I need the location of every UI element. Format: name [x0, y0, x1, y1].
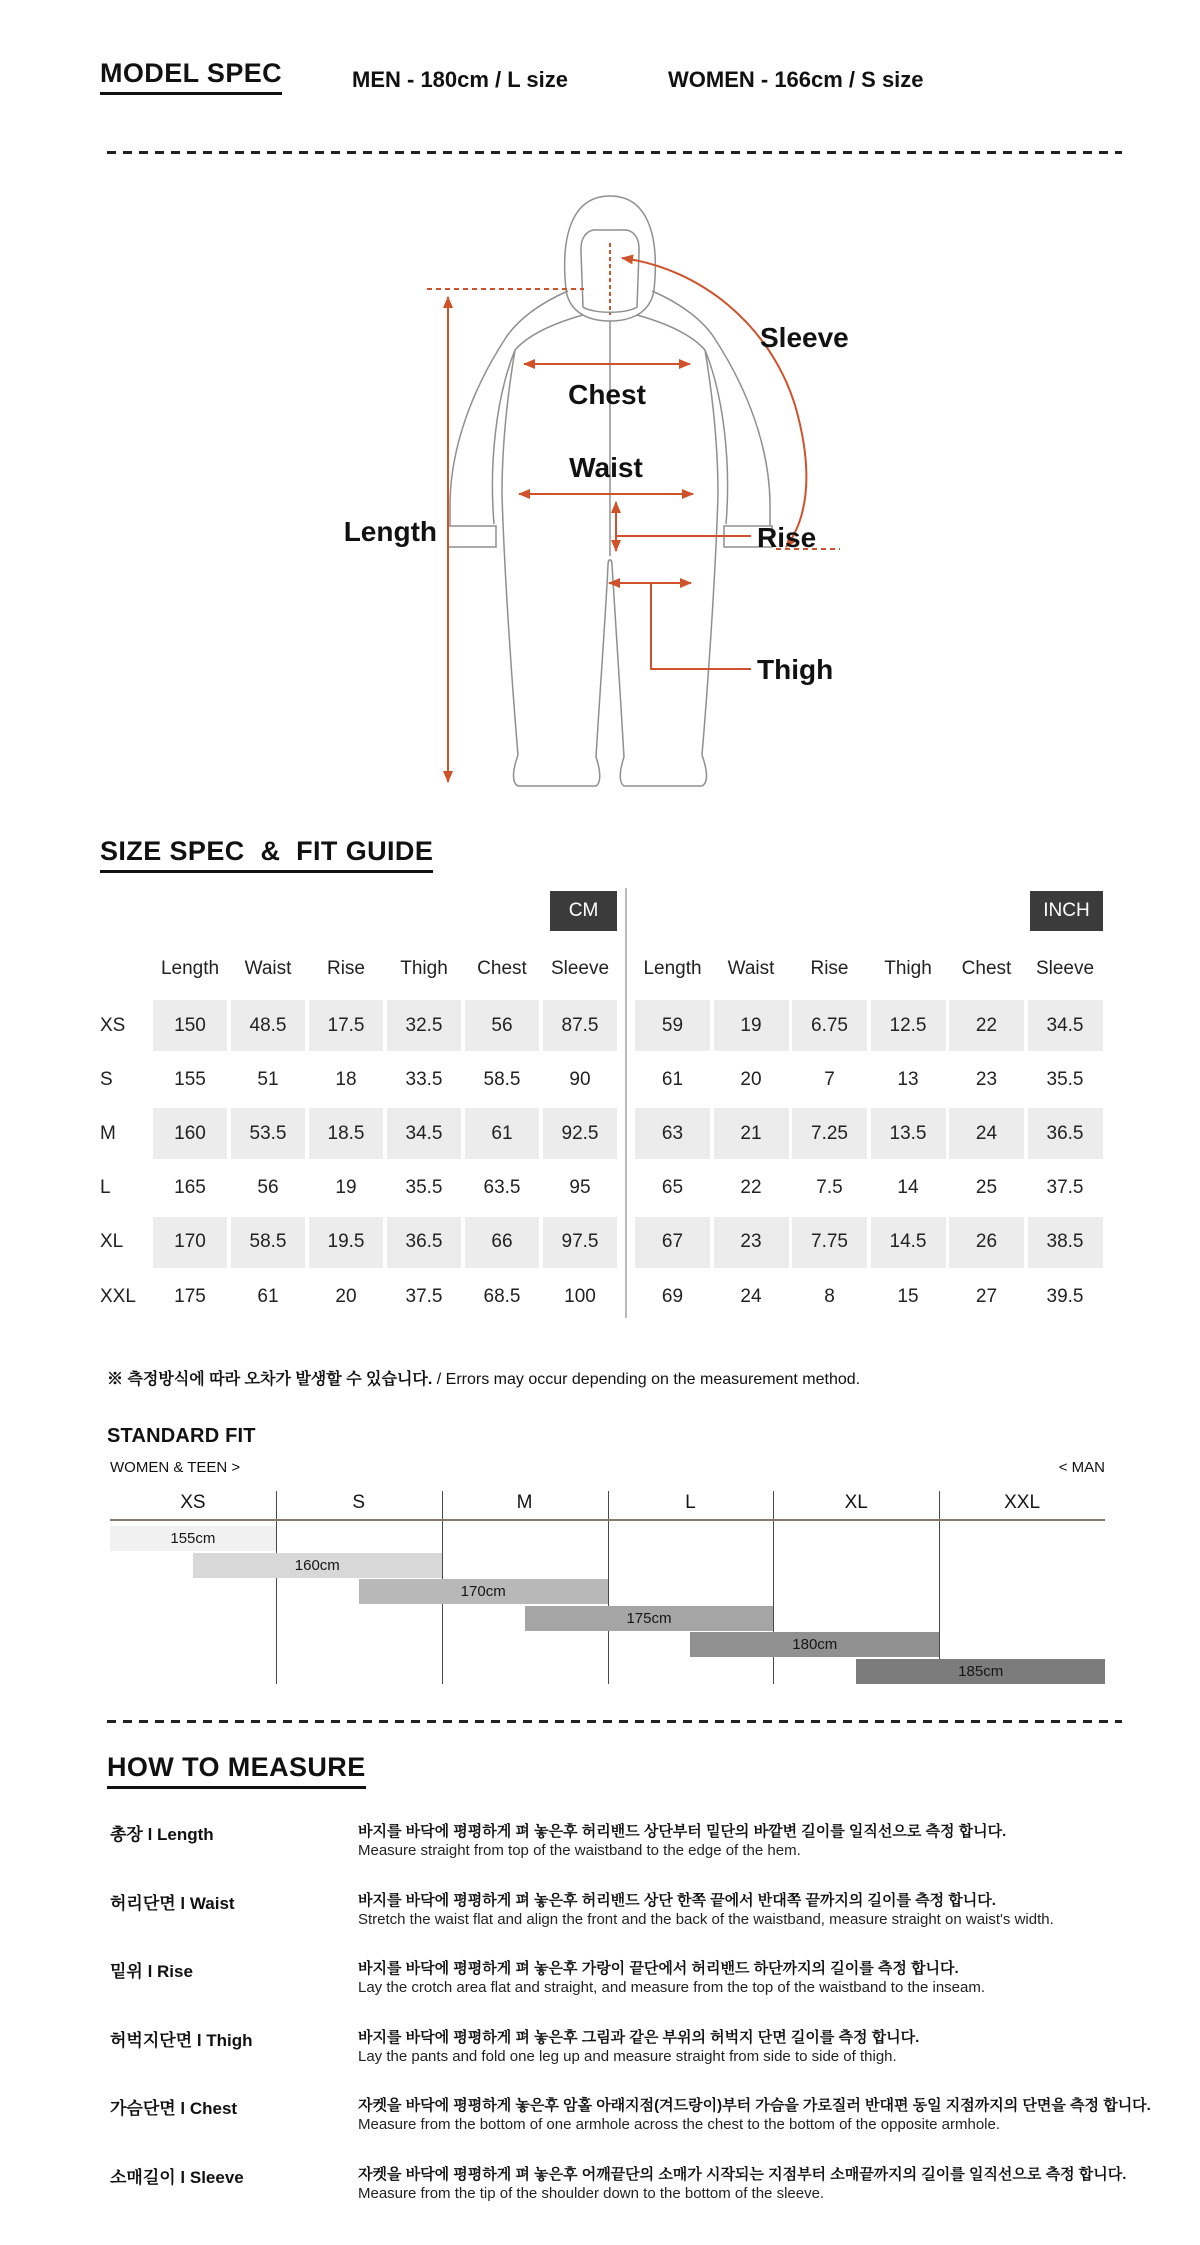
- table-row: [100, 1000, 621, 1051]
- size-cell-xxl-waist: 61: [257, 1285, 279, 1307]
- fit-category-s: S: [352, 1492, 366, 1513]
- size-cell-l-waist: 56: [257, 1177, 279, 1199]
- size-cell-xl-chest: 26: [949, 1217, 1024, 1268]
- measure-desc-ko-1: 바지를 바닥에 평평하게 펴 놓은후 허리밴드 상단 한쪽 끝에서 반대쪽 끝까지의 길이를 측정 합니다.: [358, 1891, 996, 1909]
- size-cell-l-thigh: 14: [897, 1177, 919, 1199]
- measure-desc-ko-5: 자켓을 바닥에 평평하게 펴 놓은후 어깨끝단의 소매가 시작되는 지점부터 소매끝까지의 길이를 일직선으로 측정 합니다.: [358, 2165, 1127, 2183]
- jumpsuit-outline-icon: [448, 196, 772, 786]
- size-cell-xxl-length: 69: [661, 1285, 684, 1307]
- size-row-label: XXL: [100, 1285, 136, 1307]
- column-header-thigh: Thigh: [400, 958, 448, 979]
- size-cell-s-waist: 20: [740, 1068, 762, 1090]
- size-cell-s-sleeve: 35.5: [1046, 1068, 1084, 1090]
- size-cell-xs-thigh: 32.5: [387, 1000, 461, 1051]
- how-to-measure-title: HOW TO MEASURE: [107, 1752, 366, 1789]
- size-cell-m-waist: 21: [714, 1108, 789, 1159]
- size-spec-title: SIZE SPEC & FIT GUIDE: [100, 836, 433, 873]
- fit-category-l: L: [685, 1492, 696, 1513]
- size-row-label: XS: [100, 1014, 126, 1036]
- size-cell-xs-sleeve: 87.5: [543, 1000, 617, 1051]
- table-row: [635, 1163, 1106, 1214]
- measure-desc-ko-0: 바지를 바닥에 평평하게 펴 놓은후 허리밴드 상단부터 밑단의 바깥변 길이를 일직선으로 측정 합니다.: [358, 1823, 1007, 1840]
- fit-category-m: M: [516, 1492, 533, 1513]
- fit-left-label: WOMEN & TEEN >: [110, 1459, 241, 1476]
- measure-desc-en-3: Lay the pants and fold one leg up and measure straight from side to side of thigh.: [358, 2047, 897, 2065]
- cm-badge: CM: [550, 891, 617, 931]
- size-cell-m-rise: 18.5: [309, 1108, 383, 1159]
- size-cell-xl-rise: 19.5: [309, 1217, 383, 1268]
- size-cell-xs-length: 150: [153, 1000, 227, 1051]
- size-cell-xl-waist: 58.5: [231, 1217, 305, 1268]
- fit-category-xl: XL: [844, 1492, 868, 1513]
- size-cell-xxl-length: 175: [174, 1285, 206, 1307]
- size-cell-xs-waist: 19: [714, 1000, 789, 1051]
- size-cell-xxl-sleeve: 100: [564, 1285, 596, 1307]
- size-cell-xs-rise: 6.75: [792, 1000, 867, 1051]
- garment-diagram: [280, 150, 920, 830]
- inch-table-header: [635, 944, 1106, 994]
- size-cell-l-thigh: 35.5: [405, 1177, 443, 1199]
- size-row-label: M: [100, 1122, 116, 1144]
- column-header-chest: Chest: [477, 958, 527, 979]
- column-header-sleeve: Sleeve: [550, 958, 610, 979]
- size-cell-xl-thigh: 14.5: [871, 1217, 946, 1268]
- size-cell-xl-waist: 23: [714, 1217, 789, 1268]
- column-header-rise: Rise: [810, 958, 849, 979]
- size-cell-m-sleeve: 92.5: [543, 1108, 617, 1159]
- measure-label-1: 허리단면 l Waist: [110, 1893, 235, 1913]
- fit-bar-label: 185cm: [958, 1662, 1004, 1680]
- column-header-length: Length: [643, 958, 702, 979]
- size-cell-xs-waist: 48.5: [231, 1000, 305, 1051]
- measure-label-4: 가슴단면 l Chest: [110, 2099, 238, 2118]
- column-header-sleeve: Sleeve: [1035, 958, 1095, 979]
- table-row: [100, 1054, 621, 1105]
- fit-bar-155cm: [110, 1526, 276, 1551]
- measure-label-5: 소매길이 l Sleeve: [110, 2167, 244, 2187]
- measurement-note: [107, 1366, 860, 1389]
- size-cell-l-waist: 22: [740, 1177, 762, 1199]
- size-cell-xxl-thigh: 15: [897, 1285, 919, 1307]
- measure-label-3: 허벅지단면 l Thigh: [110, 2030, 253, 2050]
- divider-bottom: [107, 1720, 1122, 1723]
- table-row: [100, 1108, 621, 1159]
- size-cell-m-length: 160: [153, 1108, 227, 1159]
- size-cell-s-sleeve: 90: [569, 1068, 591, 1090]
- size-cell-xl-length: 170: [153, 1217, 227, 1268]
- size-cell-xl-chest: 66: [465, 1217, 539, 1268]
- size-cell-m-chest: 24: [949, 1108, 1024, 1159]
- size-cell-m-rise: 7.25: [792, 1108, 867, 1159]
- size-cell-s-chest: 58.5: [483, 1068, 521, 1090]
- measure-label-2: 밑위 l Rise: [110, 1962, 193, 1981]
- measure-label-0: 총장 l Length: [110, 1825, 214, 1844]
- inch-badge: INCH: [1030, 891, 1103, 931]
- fit-category-xxl: XXL: [1004, 1492, 1041, 1513]
- measurement-note-ko: ※ 측정방식에 따라 오차가 발생할 수 있습니다.: [107, 1371, 433, 1388]
- diagram-label-length: Length: [343, 516, 437, 547]
- size-cell-s-length: 155: [174, 1068, 206, 1090]
- table-row: [635, 1217, 1106, 1268]
- table-row: [635, 1000, 1106, 1051]
- size-cell-m-thigh: 34.5: [387, 1108, 461, 1159]
- size-row-label: L: [100, 1177, 111, 1199]
- model-spec-men: MEN - 180cm / L size: [352, 67, 569, 92]
- measure-desc-en-4: Measure from the bottom of one armhole across the chest to the bottom of the opposite armhole.: [358, 2116, 1001, 2133]
- page-title: MODEL SPEC: [100, 58, 282, 95]
- size-cell-xxl-waist: 24: [740, 1285, 762, 1307]
- diagram-label-thigh: Thigh: [757, 654, 834, 685]
- fit-bar-label: 180cm: [792, 1636, 838, 1653]
- size-cell-xxl-chest: 68.5: [483, 1285, 521, 1307]
- diagram-label-waist: Waist: [569, 452, 643, 483]
- measurement-note-en: / Errors may occur depending on the measurement method.: [432, 1371, 861, 1388]
- size-cell-l-rise: 7.5: [816, 1177, 843, 1199]
- size-cell-l-rise: 19: [335, 1177, 357, 1199]
- size-cell-xs-rise: 17.5: [309, 1000, 383, 1051]
- size-row-label: XL: [100, 1231, 124, 1253]
- column-header-waist: Waist: [727, 958, 775, 979]
- diagram-label-sleeve: Sleeve: [760, 322, 849, 353]
- fit-bar-label: 155cm: [170, 1530, 216, 1547]
- size-cell-l-length: 165: [174, 1177, 206, 1199]
- size-cell-xs-chest: 22: [949, 1000, 1024, 1051]
- size-cell-s-thigh: 13: [897, 1068, 919, 1090]
- size-cell-l-sleeve: 37.5: [1046, 1177, 1084, 1199]
- size-cell-m-chest: 61: [465, 1108, 539, 1159]
- size-cell-xs-chest: 56: [465, 1000, 539, 1051]
- fit-bar-170cm: [359, 1579, 608, 1604]
- column-header-thigh: Thigh: [884, 958, 932, 979]
- fit-bar-180cm: [690, 1632, 939, 1657]
- size-cell-xxl-chest: 27: [975, 1285, 998, 1307]
- size-cell-l-sleeve: 95: [569, 1177, 591, 1199]
- size-cell-xl-thigh: 36.5: [387, 1217, 461, 1268]
- measure-desc-en-2: Lay the crotch area flat and straight, and measure from the top of the waistband to the inseam.: [358, 1979, 986, 1996]
- column-header-rise: Rise: [326, 958, 365, 979]
- size-cell-xxl-sleeve: 39.5: [1046, 1285, 1084, 1307]
- standard-fit-title: STANDARD FIT: [107, 1425, 256, 1447]
- model-spec-women: WOMEN - 166cm / S size: [668, 67, 924, 92]
- table-row: [100, 1217, 621, 1268]
- size-cell-m-sleeve: 36.5: [1028, 1108, 1103, 1159]
- size-cell-s-thigh: 33.5: [405, 1068, 443, 1090]
- size-cell-s-length: 61: [661, 1068, 684, 1090]
- size-cell-xxl-thigh: 37.5: [405, 1285, 443, 1307]
- size-cell-xl-rise: 7.75: [792, 1217, 867, 1268]
- fit-bar-185cm: [856, 1659, 1105, 1684]
- column-header-length: Length: [160, 958, 220, 979]
- table-row: [100, 1163, 621, 1214]
- fit-right-label: < MAN: [1058, 1459, 1105, 1476]
- fit-axis-rule: [110, 1519, 1105, 1521]
- size-cell-m-thigh: 13.5: [871, 1108, 946, 1159]
- size-cell-xs-sleeve: 34.5: [1028, 1000, 1103, 1051]
- fit-bar-160cm: [193, 1553, 442, 1578]
- size-cell-s-waist: 51: [257, 1068, 279, 1090]
- measure-desc-en-0: Measure straight from top of the waistband to the edge of the hem.: [358, 1842, 801, 1859]
- column-header-chest: Chest: [961, 958, 1012, 979]
- size-cell-l-chest: 25: [975, 1177, 998, 1199]
- size-cell-s-chest: 23: [975, 1068, 998, 1090]
- size-cell-xs-length: 59: [635, 1000, 710, 1051]
- table-row: [100, 1271, 621, 1322]
- measure-desc-en-5: Measure from the tip of the shoulder down to the bottom of the sleeve.: [358, 2184, 825, 2202]
- size-cell-m-length: 63: [635, 1108, 710, 1159]
- size-cell-s-rise: 18: [335, 1068, 357, 1090]
- fit-bar-label: 160cm: [294, 1556, 340, 1574]
- size-cell-xs-thigh: 12.5: [871, 1000, 946, 1051]
- size-cell-l-chest: 63.5: [483, 1177, 521, 1199]
- size-cell-xxl-rise: 20: [335, 1285, 357, 1307]
- thigh-connector-line: [651, 583, 751, 669]
- size-cell-m-waist: 53.5: [231, 1108, 305, 1159]
- table-row: [635, 1108, 1106, 1159]
- size-cell-l-length: 65: [661, 1177, 684, 1199]
- measure-desc-ko-3: 바지를 바닥에 평평하게 펴 놓은후 그림과 같은 부위의 허벅지 단면 길이를 측정 합니다.: [358, 2028, 920, 2046]
- diagram-label-chest: Chest: [568, 379, 646, 410]
- table-divider: [625, 888, 627, 1318]
- cm-table-header: [100, 944, 621, 994]
- size-cell-s-rise: 7: [824, 1068, 835, 1090]
- diagram-label-rise: Rise: [757, 522, 817, 553]
- size-cell-xl-sleeve: 97.5: [543, 1217, 617, 1268]
- measure-desc-en-1: Stretch the waist flat and align the front and the back of the waistband, measure straight on waist's width.: [358, 1910, 1054, 1928]
- table-row: [635, 1271, 1106, 1322]
- table-row: [635, 1054, 1106, 1105]
- fit-bar-label: 175cm: [626, 1609, 672, 1627]
- fit-bar-175cm: [525, 1606, 774, 1631]
- measure-desc-ko-4: 자켓을 바닥에 평평하게 놓은후 암홀 아래지점(겨드랑이)부터 가슴을 가로질러 반대편 동일 지점까지의 단면을 측정 합니다.: [358, 2097, 1151, 2114]
- size-cell-xl-length: 67: [635, 1217, 710, 1268]
- measure-desc-ko-2: 바지를 바닥에 평평하게 펴 놓은후 가랑이 끝단에서 허리밴드 하단까지의 길이를 측정 합니다.: [358, 1960, 959, 1977]
- size-cell-xl-sleeve: 38.5: [1028, 1217, 1103, 1268]
- column-header-waist: Waist: [244, 958, 292, 979]
- fit-bar-label: 170cm: [460, 1583, 506, 1600]
- size-cell-xxl-rise: 8: [824, 1285, 835, 1307]
- fit-category-xs: XS: [180, 1492, 206, 1513]
- size-row-label: S: [100, 1068, 113, 1090]
